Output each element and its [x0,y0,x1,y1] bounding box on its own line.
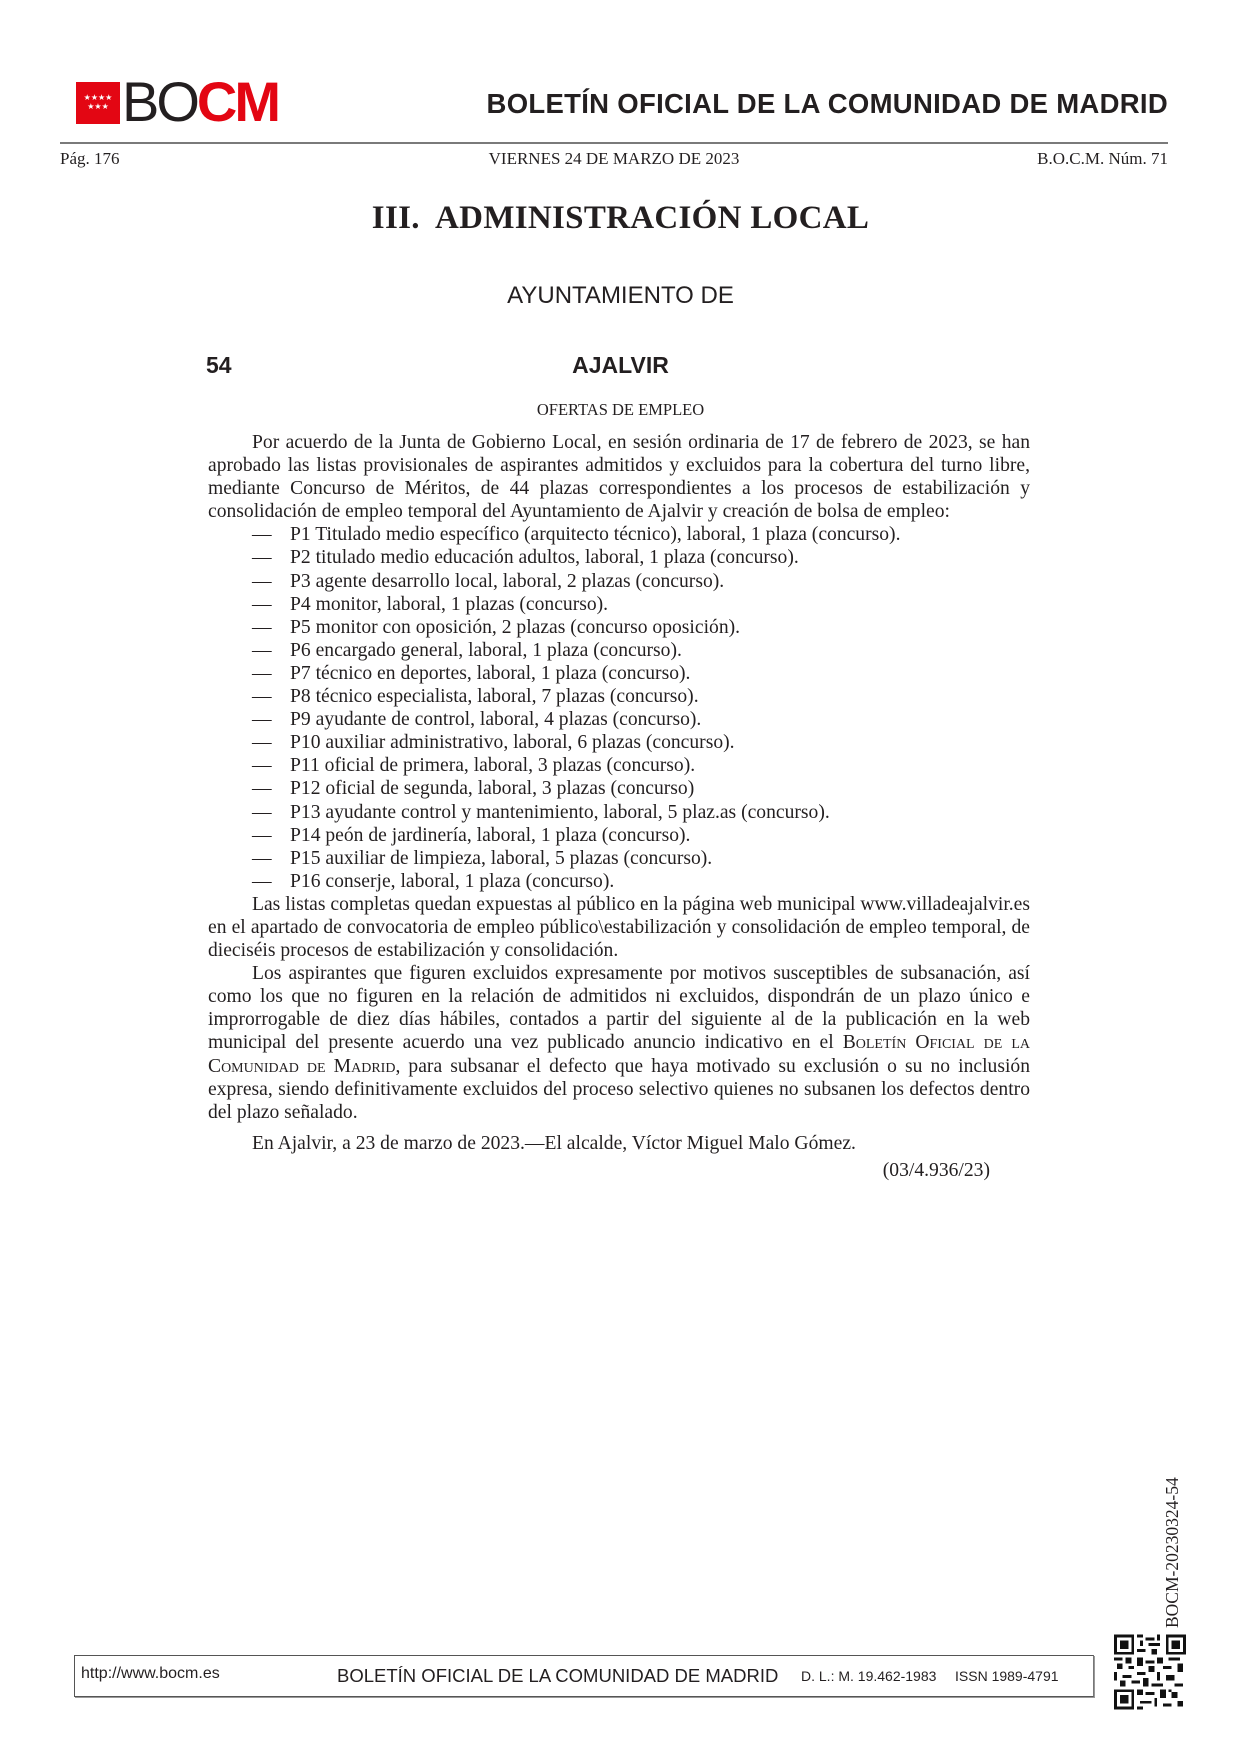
dash-bullet: — [252,824,272,846]
qr-code-icon [1114,1634,1186,1710]
dash-bullet: — [252,570,272,592]
dash-bullet: — [252,662,272,684]
bocm-logo [76,70,279,133]
reference-code: (03/4.936/23) [882,1159,990,1181]
lists-paragraph: Las listas completas quedan expuestas al público en la página web municipal www.villadeajalvir.es en el apartado de convocatoria de empleo público\estabilización y consolidación de empleo temporal, de dieciséis procesos de estabilización y consolidación. [208,893,1030,962]
dash-bullet: — [252,686,272,708]
logo-text-cm: CM [196,70,279,133]
logo-wordmark [122,70,279,133]
dash-bullet: — [252,847,272,869]
list-item: — P11 oficial de primera, laboral, 3 plazas (concurso). [252,755,696,777]
footer-bar [74,1655,1094,1697]
issn: ISSN 1989-4791 [955,1668,1059,1684]
list-item: — P9 ayudante de control, laboral, 4 plazas (concurso). [252,709,702,731]
intro-paragraph: Por acuerdo de la Junta de Gobierno Local, en sesión ordinaria de 17 de febrero de 2023, se han aprobado las listas provisionales de aspirantes admitidos y excluidos para la cobertura del turno libre, mediante Concurso de Méritos, de 44 plazas correspondientes a los procesos de estabilización y consolidación de empleo temporal del Ayuntamiento de Ajalvir y creación de bolsa de empleo: [208,432,1030,523]
dash-bullet: — [252,616,272,638]
list-item: — P12 oficial de segunda, laboral, 3 plazas (concurso) [252,778,695,800]
list-item: — P1 Titulado medio específico (arquitecto técnico), laboral, 1 plaza (concurso). [252,524,901,546]
list-item: — P8 técnico especialista, laboral, 7 plazas (concurso). [252,686,699,708]
footer-url-link[interactable]: http://www.bocm.es [81,1665,220,1682]
issue-number: B.O.C.M. Núm. 71 [1037,149,1168,168]
legal-deposit: D. L.: M. 19.462-1983 [801,1668,937,1684]
positions-list [208,523,1030,893]
section-subtitle: AYUNTAMIENTO DE [507,282,734,309]
dash-bullet: — [252,709,272,731]
list-item: — P2 titulado medio educación adultos, laboral, 1 plaza (concurso). [252,547,799,569]
stars-icon: ★★★★ ★★★ [83,93,113,111]
dash-bullet: — [252,870,272,892]
list-item: — P14 peón de jardinería, laboral, 1 plaza (concurso). [252,824,691,846]
issue-date: VIERNES 24 DE MARZO DE 2023 [488,149,740,168]
list-item: — P7 técnico en deportes, laboral, 1 plaza (concurso). [252,662,691,684]
list-item: — P10 auxiliar administrativo, laboral, 6 plazas (concurso). [252,732,735,754]
madrid-flag-icon [76,82,120,124]
announcement-category: OFERTAS DE EMPLEO [536,400,705,419]
signature-line: En Ajalvir, a 23 de marzo de 2023.—El alcalde, Víctor Miguel Malo Gómez. [252,1132,856,1154]
list-item: — P15 auxiliar de limpieza, laboral, 5 plazas (concurso). [252,847,713,869]
list-item: — P5 monitor con oposición, 2 plazas (concurso oposición). [252,616,741,638]
list-item: — P6 encargado general, laboral, 1 plaza (concurso). [252,639,682,661]
bocm-reference: Boletín Oficial de la Comunidad de Madrid [208,1032,1030,1077]
list-item: — P3 agente desarrollo local, laboral, 2 plazas (concurso). [252,570,725,592]
logo-text-bo: BO [122,70,197,133]
dash-bullet: — [252,639,272,661]
dash-bullet: — [252,547,272,569]
list-item: — P16 conserje, laboral, 1 plaza (concurso). [252,870,615,892]
dash-bullet: — [252,755,272,777]
document-code: BOCM-20230324-54 [1162,1477,1182,1628]
list-item: — P13 ayudante control y mantenimiento, laboral, 5 plaz.as (concurso). [252,801,830,823]
excluded-paragraph: Los aspirantes que figuren excluidos expresamente por motivos susceptibles de subsanación, así como los que no figuren en la relación de admitidos ni excluidos, dispondrán de un plazo único e improrrogable de diez días hábiles, contados a partir del siguiente al de la publicación en la web municipal del presente acuerdo una vez publicado anuncio indicativo en el Boletín Oficial de la Comunidad de Madrid, para subsanar el defecto que haya motivado su exclusión o su no inclusión expresa, siendo definitivamente excluidos del proceso selectivo quienes no subsanen los defectos dentro del plazo señalado. [208,963,1030,1123]
masthead-title: BOLETÍN OFICIAL DE LA COMUNIDAD DE MADRID [486,88,1168,119]
header-rule [60,142,1168,144]
dash-bullet: — [252,732,272,754]
footer-title: BOLETÍN OFICIAL DE LA COMUNIDAD DE MADRID [337,1665,779,1686]
announcement-body [208,431,1030,1182]
dash-bullet: — [252,778,272,800]
masthead [76,70,1168,140]
dash-bullet: — [252,801,272,823]
page-number: Pág. 176 [60,149,120,168]
list-item: — P4 monitor, laboral, 1 plazas (concurso). [252,593,609,615]
entry-number: 54 [206,352,232,378]
section-title: III. ADMINISTRACIÓN LOCAL [371,200,870,236]
dash-bullet: — [252,593,272,615]
dash-bullet: — [252,524,272,546]
municipality-name: AJALVIR [572,352,669,378]
